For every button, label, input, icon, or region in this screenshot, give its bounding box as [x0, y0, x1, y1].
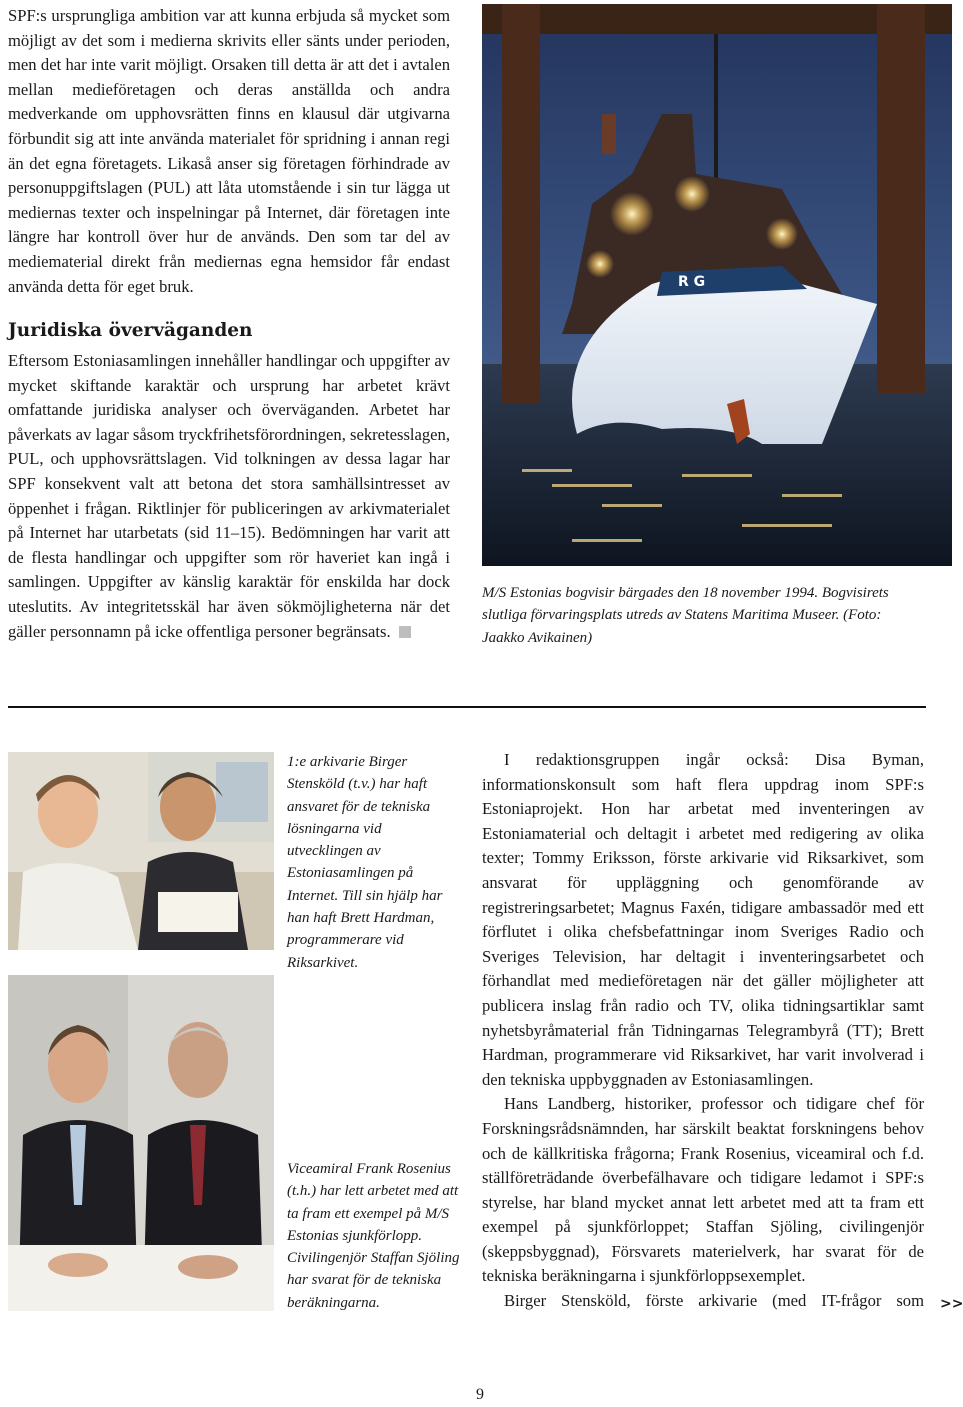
team-section: [482, 748, 924, 1314]
legal-text: Eftersom Estoniasamlingen innehåller handlingar och uppgifter av mycket skiftande karaktär och ursprung har arbetet krävt omfattande juridiska analyser och överväganden. Arbetet har påverkats av lagar såsom tryckfrihetsförordningen, sekretesslagen, PUL, och upphovsrättslagen. Vid tolkningen av dessa lagar har SPF konsekvent valt att betona det stora samhällsintresset av öppenhet i frågan. Riktlinjer för publiceringen av arkivmaterialet på Internet har utarbetats (sid 11–15). Bedömningen har varit att de flesta handlingar och uppgifter som rör haveriet kan ingå i samlingen. Uppgifter av känslig karaktär för enskilda har dock uteslutits. Av integritetsskäl har även sökmöjligheterna när det gäller personnamn på icke offentliga personer begränsats.: [8, 351, 450, 641]
team-paragraph-3: Birger Stensköld, förste arkivarie (med IT-frågor som: [504, 1291, 924, 1311]
photo2-caption: Viceamiral Frank Rosenius (t.h.) har lett arbetet med att ta fram ett exempel på M/S Estonias sjunkförlopp. Civilingenjör Staffan Sjöling har svarat för de tekniska beräkningarna.: [287, 1161, 460, 1311]
section-heading: Juridiska överväganden: [8, 320, 253, 341]
intro-paragraph: [8, 4, 450, 299]
ship-photo-caption: M/S Estonias bogvisir bärgades den 18 november 1994. Bogvisirets slutliga förvaringsplats utreds av Statens Maritima Museer. (Foto: Jaakko Avikainen): [482, 585, 889, 646]
team-paragraph-2: Hans Landberg, historiker, professor och tidigare chef för Forskningsrådsnämnden, har särskilt beaktat forskningens behov och de källkritiska frågorna; Frank Rosenius, viceamiral och f.d. ställföreträdande överbefälhavare och tidigare ledamot i SPF:s styrelse, har bland mycket annat lett arbetet med att ta fram ett exempel på sjunkförloppet; Staffan Sjöling, civilingenjör (skeppsbyggnad), Försvarets materielverk, har svarat för de tekniska beräkningarna i sjunkförloppsexemplet.: [482, 1094, 924, 1286]
continue-marker: >>: [940, 1296, 963, 1312]
intro-text: SPF:s ursprungliga ambition var att kunna erbjuda så mycket som möjligt av det som i medierna skrivits eller sänts under perioden, men det har inte varit möjligt. Orsaken till detta är att det i avtalen mellan medieföretagen och deras anställda och andra medverkande om upphovsrätten finns en klausul där utgivarna förbundit sig att inte använda materialet för spridning i annan regi än det egna företagets. Likaså anser sig företagen förhindrade av personuppgiftslagen (PUL) att låta utomstående i sin tur lägga ut mediernas texter och inspelningar på Internet, där företagen inte längre har kontroll över hur de används. Den som tar del av mediematerial direkt från mediernas egna hemsidor får endast använda detta för eget bruk.: [8, 6, 450, 296]
end-of-article-icon: [399, 626, 411, 638]
photo-rosenius-sjoling: [8, 975, 274, 1311]
legal-paragraph: [8, 349, 450, 644]
ship-bow-visor-photo: [482, 4, 952, 566]
team-paragraph-1: I redaktionsgruppen ingår också: Disa Byman, informationskonsult som haft flera uppdrag inom SPF:s Estoniaprojekt. Hon har arbetat med inventeringen av Estoniamaterial och deltagit i arbetet med redigering av olika texter; Tommy Eriksson, förste arkivarie vid Riksarkivet, som ansvarat för uppläggning och genomförande av registreringsarbetet; Magnus Faxén, tidigare ambassadör med ett förflutet i olika chefsbefattningar inom Sveriges Radio och Sveriges Television, har deltagit i inventeringsarbetet och förhandlat med medieföretagen när det gäller möjligheter att publicera inslag från radio och TV, olika tidningsartiklar samt nyhetsbyråmaterial från Tidningarnas Telegrambyrå (TT); Brett Hardman, programmerare vid Riksarkivet, har varit involverad i den tekniska uppbyggnaden av Estoniasamlingen.: [482, 750, 924, 1089]
section-divider: [8, 706, 926, 708]
photo1-caption: 1:e arkivarie Birger Stensköld (t.v.) har haft ansvaret för de tekniska lösningarna vid utvecklingen av Estoniasamlingen på Internet. Till sin hjälp har han haft Brett Hardman, programmerare vid Riksarkivet.: [287, 754, 443, 971]
page-number: 9: [476, 1386, 484, 1403]
visor-lettering: R G: [678, 274, 706, 290]
photo-stenskold-hardman: [8, 752, 274, 950]
